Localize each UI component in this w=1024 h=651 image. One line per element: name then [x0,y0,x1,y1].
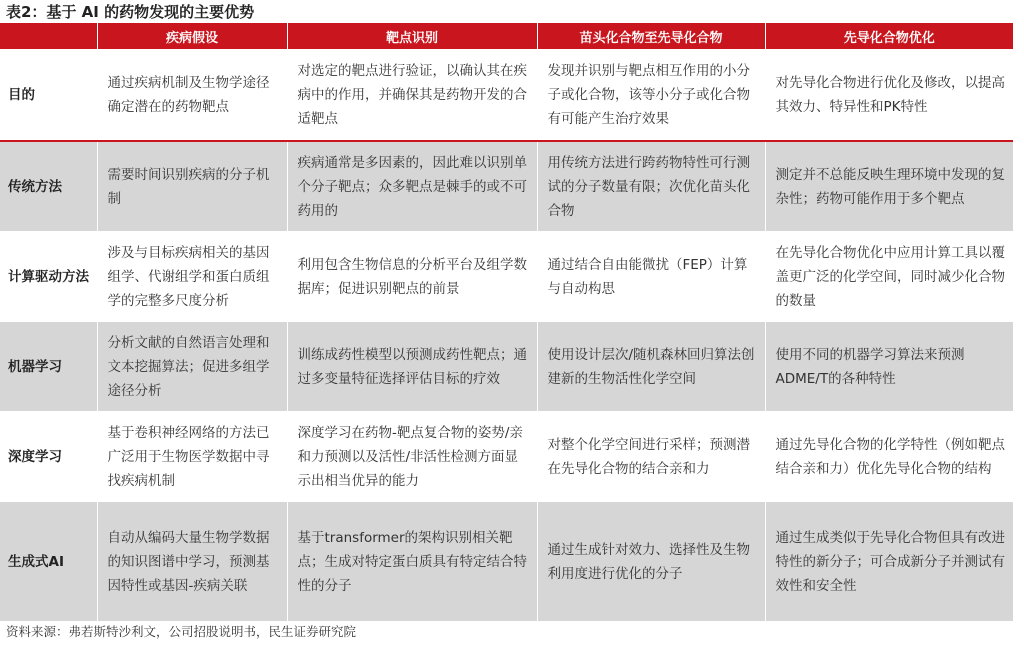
header-target-identification: 靶点识别 [287,23,537,49]
table-cell: 深度学习在药物-靶点复合物的姿势/亲和力预测以及活性/非活性检测方面显示出相当优异的能力 [287,411,537,502]
table-cell: 用传统方法进行跨药物特性可行测试的分子数量有限；次优化苗头化合物 [537,141,765,231]
table-cell: 需要时间识别疾病的分子机制 [97,141,287,231]
table-cell: 通过生成针对效力、选择性及生物利用度进行优化的分子 [537,502,765,621]
header-disease-hypothesis: 疾病假设 [97,23,287,49]
table-cell: 通过疾病机制及生物学途径确定潜在的药物靶点 [97,49,287,141]
table-cell: 通过先导化合物的化学特性（例如靶点结合亲和力）优化先导化合物的结构 [765,411,1013,502]
row-label: 目的 [0,49,97,141]
table-cell: 使用不同的机器学习算法来预测ADME/T的各种特性 [765,322,1013,411]
source-note: 资料来源：弗若斯特沙利文，公司招股说明书，民生证券研究院 [6,624,357,639]
table-cell: 训练成药性模型以预测成药性靶点；通过多变量特征选择评估目标的疗效 [287,322,537,411]
table-cell: 对先导化合物进行优化及修改，以提高其效力、特异性和PK特性 [765,49,1013,141]
table-title: 表2：基于 AI 的药物发现的主要优势 [6,3,255,21]
row-label: 传统方法 [0,141,97,231]
table-cell: 基于transformer的架构识别相关靶点；生成对特定蛋白质具有特定结合特性的分子 [287,502,537,621]
table-cell: 疾病通常是多因素的，因此难以识别单个分子靶点；众多靶点是棘手的或不可药用的 [287,141,537,231]
table-cell: 在先导化合物优化中应用计算工具以覆盖更广泛的化学空间，同时减少化合物的数量 [765,231,1013,322]
header-row [0,23,1013,49]
table-cell: 自动从编码大量生物学数据的知识图谱中学习，预测基因特性或基因-疾病关联 [97,502,287,621]
table-row [0,322,1013,411]
table-cell: 通过生成类似于先导化合物但具有改进特性的新分子；可合成新分子并测试有效性和安全性 [765,502,1013,621]
row-label: 机器学习 [0,322,97,411]
row-label: 深度学习 [0,411,97,502]
table-cell: 对选定的靶点进行验证，以确认其在疾病中的作用，并确保其是药物开发的合适靶点 [287,49,537,141]
table-cell: 利用包含生物信息的分析平台及组学数据库；促进识别靶点的前景 [287,231,537,322]
table-cell: 使用设计层次/随机森林回归算法创建新的生物活性化学空间 [537,322,765,411]
table-cell: 涉及与目标疾病相关的基因组学、代谢组学和蛋白质组学的完整多尺度分析 [97,231,287,322]
table-cell: 对整个化学空间进行采样；预测潜在先导化合物的结合亲和力 [537,411,765,502]
table-cell: 基于卷积神经网络的方法已广泛用于生物医学数据中寻找疾病机制 [97,411,287,502]
table-row [0,411,1013,502]
table-row [0,231,1013,322]
table-cell: 测定并不总能反映生理环境中发现的复杂性；药物可能作用于多个靶点 [765,141,1013,231]
row-label: 生成式AI [0,502,97,621]
header-lead-optimization: 先导化合物优化 [765,23,1013,49]
header-hit-to-lead: 苗头化合物至先导化合物 [537,23,765,49]
table-cell: 通过结合自由能微扰（FEP）计算与自动构思 [537,231,765,322]
table-row [0,502,1013,621]
table-cell: 发现并识别与靶点相互作用的小分子或化合物，该等小分子或化合物有可能产生治疗效果 [537,49,765,141]
row-label: 计算驱动方法 [0,231,97,322]
header-corner [0,23,97,49]
table-row [0,49,1013,141]
advantages-table [0,23,1013,621]
table-row [0,141,1013,231]
table-cell: 分析文献的自然语言处理和文本挖掘算法；促进多组学途径分析 [97,322,287,411]
